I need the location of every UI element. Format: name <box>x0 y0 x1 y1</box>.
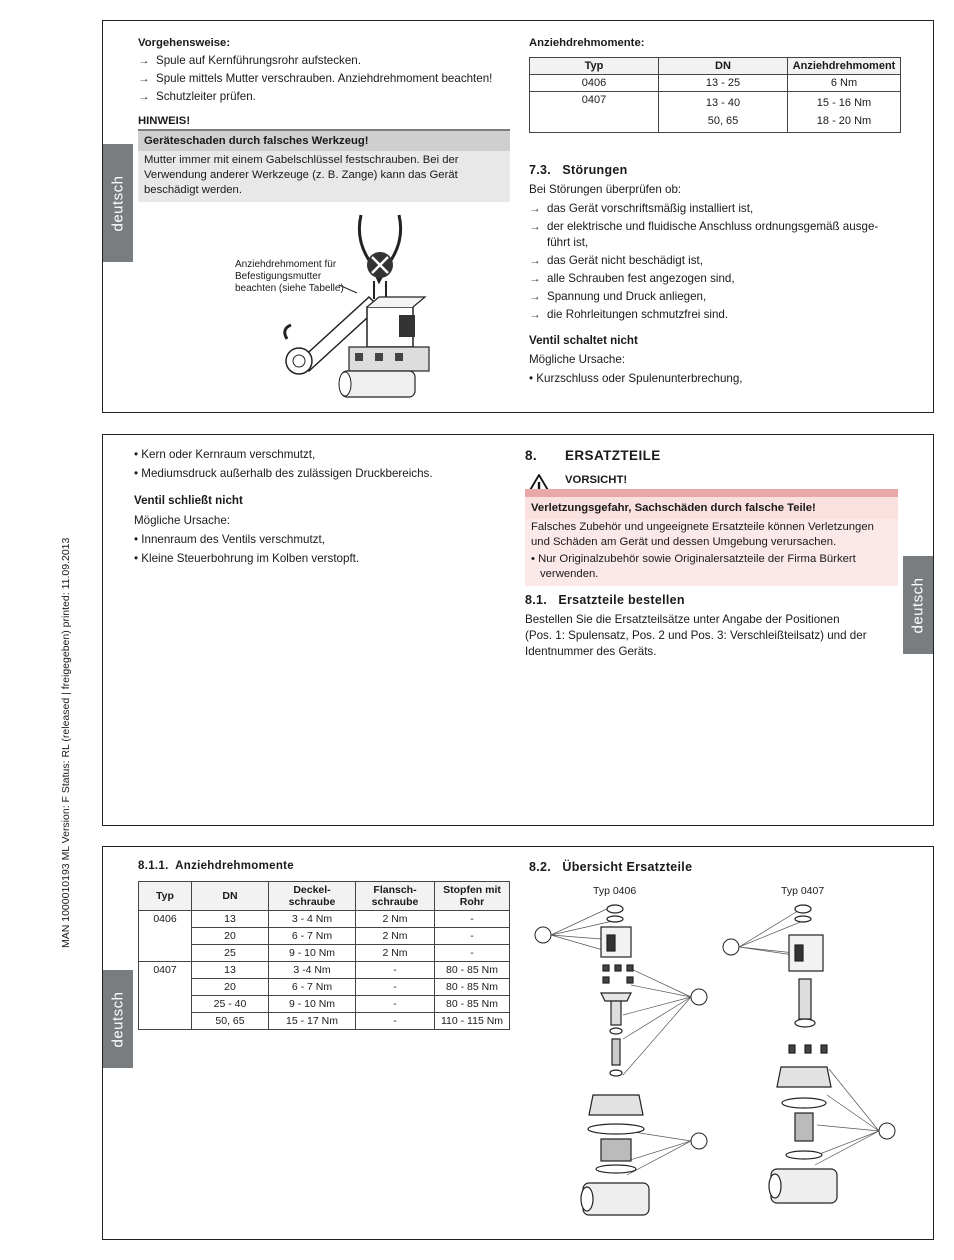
table-row: 25 9 - 10 Nm 2 Nm - <box>139 945 510 962</box>
table-row: 0407 13 3 -4 Nm - 80 - 85 Nm <box>139 962 510 979</box>
language-tab: deutsch <box>903 556 933 654</box>
valve-tool-illustration <box>279 211 439 401</box>
col-plug: Stopfen mit Rohr <box>435 882 510 911</box>
fault-title-2: Ventil schließt nicht <box>134 494 243 507</box>
language-tab: deutsch <box>103 144 133 262</box>
table-row: 20 6 - 7 Nm - 80 - 85 Nm <box>139 979 510 996</box>
section-title-ersatzteile: ERSATZTEILE <box>565 448 661 463</box>
col-dn: DN <box>659 58 788 75</box>
list-item: → das Gerät nicht beschädigt ist, <box>529 254 703 267</box>
document-status-label: MAN 1000010193 ML Version: F Status: RL (released | freigegeben) printed: 11.09.2013 <box>60 537 72 948</box>
notice-label: HINWEIS! <box>138 115 191 127</box>
order-body: Bestellen Sie die Ersatzteilsätze unter Angabe der Positionen (Pos. 1: Spulensatz, Pos. 2 und Pos. 3: Verschleißteilsatz) und der Identnummer des Geräts. <box>525 613 867 658</box>
table-row: 0407 13 - 40 50, 65 15 - 16 Nm 18 - 20 Nm <box>530 92 901 133</box>
list-item: → alle Schrauben fest angezogen sind, <box>529 272 735 285</box>
figure-caption: Anziehdrehmoment für Befestigungsmutter beachten (siehe Tabelle) <box>235 259 344 294</box>
procedure-steps <box>138 53 492 105</box>
step-3: → Schutzleiter prüfen. <box>138 90 256 103</box>
language-tab: deutsch <box>103 970 133 1068</box>
section-number: 8. <box>525 448 538 463</box>
table-row: 0406 13 - 25 6 Nm <box>530 75 901 92</box>
torque-detail-table <box>138 881 510 1030</box>
table-row: 0406 13 3 - 4 Nm 2 Nm - <box>139 911 510 928</box>
notice-box <box>138 129 510 199</box>
cause-items-2: • Innenraum des Ventils verschmutzt, • Kleine Steuerbohrung im Kolben verstopft. <box>134 533 360 565</box>
table-row: 50, 65 15 - 17 Nm - 110 - 115 Nm <box>139 1013 510 1030</box>
cause-item: • Kurzschluss oder Spulenunterbrechung, <box>529 372 743 385</box>
table-row: 25 - 40 9 - 10 Nm - 80 - 85 Nm <box>139 996 510 1013</box>
torque-table <box>529 57 901 133</box>
fault-causes-continued: • Kern oder Kernraum verschmutzt, • Mediumsdruck außerhalb des zulässigen Druckbereichs. <box>134 448 433 480</box>
col-flange-screw: Flansch- schraube <box>356 882 435 911</box>
step-1: → Spule auf Kernführungsrohr aufstecken. <box>138 54 361 67</box>
panel-spare-parts <box>102 434 934 826</box>
exploded-view-0406 <box>531 899 711 1229</box>
list-item: → das Gerät vorschriftsmäßig installiert ist, <box>529 202 754 215</box>
fault-title: Ventil schaltet nicht <box>529 334 638 347</box>
warning-box <box>525 489 898 586</box>
overview-title: 8.2. Übersicht Ersatzteile <box>529 860 693 874</box>
list-item: → Spannung und Druck anliegen, <box>529 290 707 303</box>
exploded-view-0407 <box>719 899 899 1229</box>
list-item: → die Rohrleitungen schmutzfrei sind. <box>529 308 729 321</box>
notice-body: Mutter immer mit einem Gabelschlüssel festschrauben. Bei der Verwendung anderer Werkzeuge (z. B. Zange) kann das Gerät beschädigt werden. <box>138 151 510 202</box>
table-row: 20 6 - 7 Nm 2 Nm - <box>139 928 510 945</box>
type-label-0406: Typ 0406 <box>593 885 637 897</box>
cause-label-2: Mögliche Ursache: <box>134 514 231 527</box>
warning-label: VORSICHT! <box>565 474 628 486</box>
section-title-stoerungen: 7.3. Störungen <box>529 163 628 177</box>
order-title: 8.1. Ersatzteile bestellen <box>525 593 685 607</box>
procedure-title: Vorgehensweise: <box>138 37 231 49</box>
notice-heading: Geräteschaden durch falsches Werkzeug! <box>138 131 510 151</box>
col-dn: DN <box>192 882 269 911</box>
step-2: → Spule mittels Mutter verschrauben. Anziehdrehmoment beachten! <box>138 72 493 85</box>
panel-torque-overview <box>102 846 934 1240</box>
warning-heading: Verletzungsgefahr, Sachschäden durch falsche Teile! <box>525 497 898 519</box>
warning-body: Falsches Zubehör und ungeeignete Ersatzteile können Verletzungen und Schäden am Gerät und dessen Umgebung verursachen. • Nur Originalzubehör sowie Originalersatzteile der Firma Bürkert verwenden. <box>525 519 898 586</box>
col-cover-screw: Deckel- schraube <box>269 882 356 911</box>
col-typ: Typ <box>530 58 659 75</box>
check-list: → das Gerät vorschriftsmäßig installiert ist, → der elektrische und fluidische Anschluss ordnungsgemäß ausge- führt ist, → das Gerät nicht beschädigt ist, → alle Schrauben fest angezogen sind, → Spannung und Druck anliegen, → die Rohrleitungen schmutzfrei sind. <box>529 202 879 321</box>
col-typ: Typ <box>139 882 192 911</box>
cause-label: Mögliche Ursache: <box>529 353 626 366</box>
check-intro: Bei Störungen überprüfen ob: <box>529 183 682 196</box>
list-item: → der elektrische und fluidische Anschluss ordnungsgemäß ausge- <box>529 220 879 233</box>
type-label-0407: Typ 0407 <box>781 885 825 897</box>
panel-installation <box>102 20 934 413</box>
torque-title: Anziehdrehmomente: <box>529 37 645 49</box>
col-torque: Anziehdrehmoment <box>788 58 901 75</box>
torque-table-title: 8.1.1. Anziehdrehmomente <box>138 860 294 872</box>
